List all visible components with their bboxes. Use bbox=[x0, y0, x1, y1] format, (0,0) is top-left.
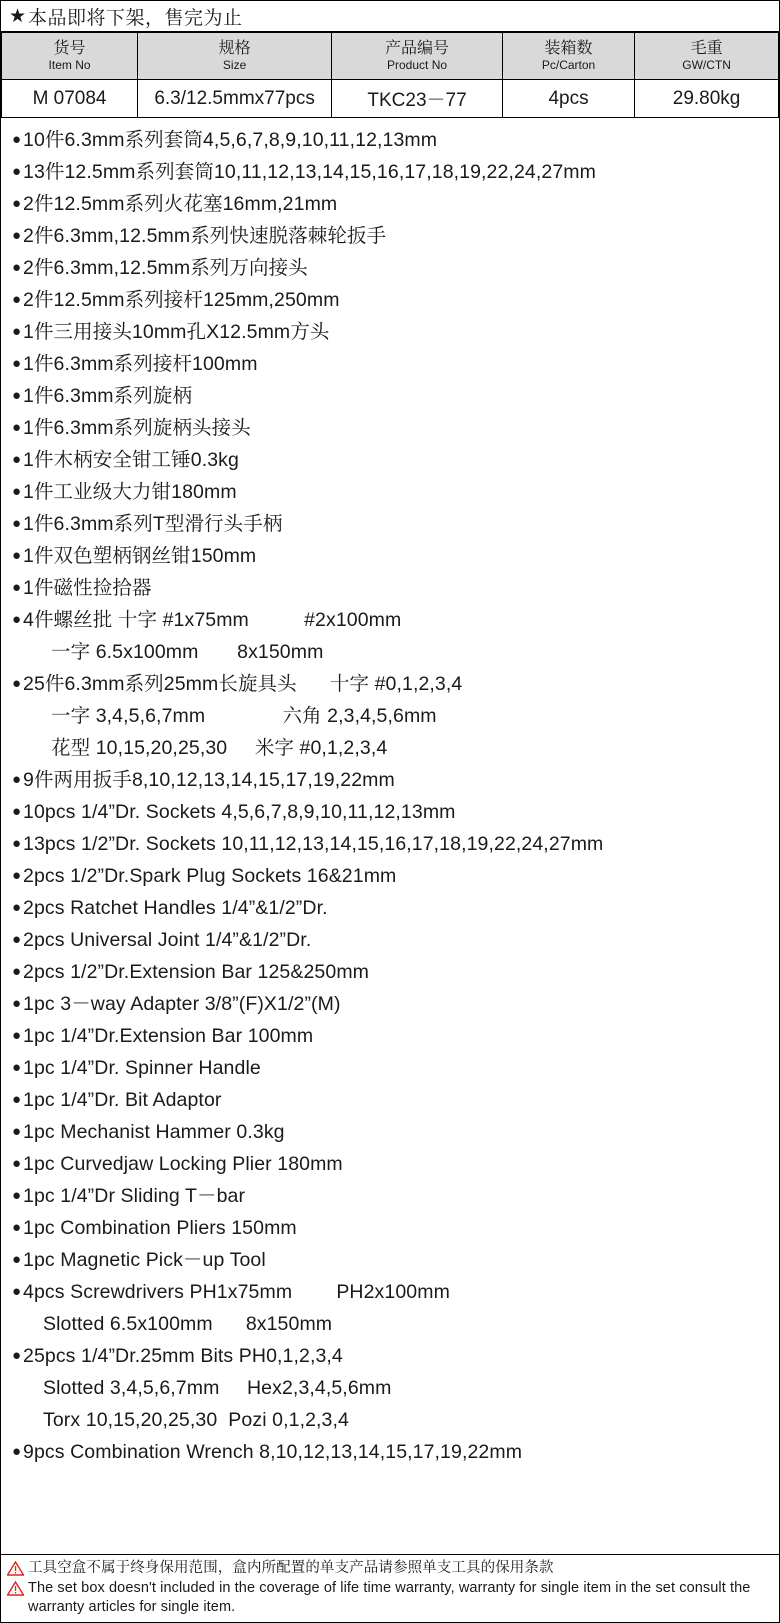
list-item bbox=[1, 412, 779, 444]
warning-triangle-icon bbox=[7, 1561, 24, 1576]
list-item-label: 1pc 1/4”Dr Sliding T－bar bbox=[23, 1185, 246, 1207]
bullet-icon: ● bbox=[11, 771, 21, 788]
list-item-label: 1pc Curvedjaw Locking Plier 180mm bbox=[23, 1153, 343, 1175]
bullet-icon: ● bbox=[11, 355, 21, 372]
list-item-label: 1件磁性捡拾器 bbox=[23, 577, 152, 599]
list-item-label: 花型 10,15,20,25,30 米字 #0,1,2,3,4 bbox=[51, 737, 388, 759]
list-item-label: Slotted 3,4,5,6,7mm Hex2,3,4,5,6mm bbox=[43, 1377, 392, 1399]
bullet-icon: ● bbox=[11, 195, 21, 212]
list-item-label: 9件两用扳手8,10,12,13,14,15,17,19,22mm bbox=[23, 769, 395, 791]
list-item-label: 10pcs 1/4”Dr. Sockets 4,5,6,7,8,9,10,11,12,13mm bbox=[23, 801, 456, 823]
header-size-en: Size bbox=[222, 58, 247, 72]
bullet-icon: ● bbox=[11, 323, 21, 340]
bullet-icon: ● bbox=[11, 1059, 21, 1076]
list-item bbox=[1, 1084, 779, 1116]
header-gw-ctn-en: GW/CTN bbox=[682, 58, 731, 72]
header-product-no-en: Product No bbox=[387, 58, 448, 72]
bullet-icon: ● bbox=[11, 483, 21, 500]
bullet-icon: ● bbox=[11, 163, 21, 180]
spec-table bbox=[1, 32, 779, 118]
list-item bbox=[1, 156, 779, 188]
warranty-line-cn bbox=[7, 1559, 773, 1578]
list-item-label: 13pcs 1/2”Dr. Sockets 10,11,12,13,14,15,16,17,18,19,22,24,27mm bbox=[23, 833, 604, 855]
bullet-spacer bbox=[1, 732, 23, 764]
list-item bbox=[1, 1276, 779, 1308]
bullet-icon: ● bbox=[11, 291, 21, 308]
bullet-icon: ● bbox=[11, 579, 21, 596]
bullet-icon: ● bbox=[11, 1251, 21, 1268]
list-item-label: 4pcs Screwdrivers PH1x75mm PH2x100mm bbox=[23, 1281, 450, 1303]
list-item-label: 1件6.3mm系列旋柄 bbox=[23, 385, 193, 407]
bullet-icon: ● bbox=[11, 1443, 21, 1460]
list-item bbox=[1, 220, 779, 252]
header-gw-ctn bbox=[635, 33, 779, 80]
star-icon: ★ bbox=[9, 5, 27, 27]
cell-pc-carton: 4pcs bbox=[502, 80, 634, 118]
list-item-label: 1件双色塑柄钢丝钳150mm bbox=[23, 545, 257, 567]
bullet-spacer bbox=[1, 700, 23, 732]
list-item-label: 1pc 1/4”Dr. Spinner Handle bbox=[23, 1057, 261, 1079]
list-item-label: 1件6.3mm系列旋柄头接头 bbox=[23, 417, 251, 439]
list-item-label: 1pc Magnetic Pick－up Tool bbox=[23, 1249, 266, 1271]
list-item-label: 1件工业级大力钳180mm bbox=[23, 481, 237, 503]
list-item bbox=[1, 700, 779, 732]
list-item-label: 2件12.5mm系列火花塞16mm,21mm bbox=[23, 193, 338, 215]
list-item bbox=[1, 604, 779, 636]
bullet-icon: ● bbox=[11, 611, 21, 628]
spec-table-header-row bbox=[2, 33, 779, 80]
list-item bbox=[1, 124, 779, 156]
list-item-label: 1pc Combination Pliers 150mm bbox=[23, 1217, 297, 1239]
list-item-label: 2pcs Ratchet Handles 1/4”&1/2”Dr. bbox=[23, 897, 328, 919]
list-item-label: Torx 10,15,20,25,30 Pozi 0,1,2,3,4 bbox=[43, 1409, 349, 1431]
list-item-label: 1件木柄安全钳工锤0.3kg bbox=[23, 449, 239, 471]
cell-size: 6.3/12.5mmx77pcs bbox=[138, 80, 332, 118]
bullet-icon: ● bbox=[11, 1123, 21, 1140]
bullet-icon: ● bbox=[11, 227, 21, 244]
bullet-icon: ● bbox=[11, 1155, 21, 1172]
list-item bbox=[1, 348, 779, 380]
bullet-icon: ● bbox=[11, 867, 21, 884]
list-item bbox=[1, 1244, 779, 1276]
warning-triangle-icon bbox=[7, 1581, 24, 1596]
list-item bbox=[1, 1020, 779, 1052]
header-pc-carton-cn: 装箱数 bbox=[544, 40, 593, 57]
list-item bbox=[1, 732, 779, 764]
table-row bbox=[2, 80, 779, 118]
list-item bbox=[1, 380, 779, 412]
list-item bbox=[1, 572, 779, 604]
list-item bbox=[1, 1372, 779, 1404]
list-item-label: 25件6.3mm系列25mm长旋具头 十字 #0,1,2,3,4 bbox=[23, 673, 463, 695]
discontinue-notice bbox=[1, 1, 779, 32]
cell-product-no: TKC23－77 bbox=[332, 80, 503, 118]
bullet-icon: ● bbox=[11, 803, 21, 820]
list-item bbox=[1, 828, 779, 860]
list-item bbox=[1, 956, 779, 988]
list-item bbox=[1, 1436, 779, 1468]
list-item bbox=[1, 1148, 779, 1180]
bullet-icon: ● bbox=[11, 899, 21, 916]
list-item bbox=[1, 1308, 779, 1340]
list-item bbox=[1, 1212, 779, 1244]
list-item bbox=[1, 924, 779, 956]
cell-gw-ctn: 29.80kg bbox=[635, 80, 779, 118]
bullet-icon: ● bbox=[11, 963, 21, 980]
header-pc-carton bbox=[502, 33, 634, 80]
header-item-no-en: Item No bbox=[48, 58, 91, 72]
warranty-footer bbox=[1, 1554, 779, 1622]
bullet-icon: ● bbox=[11, 387, 21, 404]
list-item-label: 一字 3,4,5,6,7mm 六角 2,3,4,5,6mm bbox=[51, 705, 437, 727]
bullet-icon: ● bbox=[11, 547, 21, 564]
list-item-label: 4件螺丝批 十字 #1x75mm #2x100mm bbox=[23, 609, 402, 631]
header-size bbox=[138, 33, 332, 80]
bullet-icon: ● bbox=[11, 1219, 21, 1236]
list-item bbox=[1, 476, 779, 508]
list-item bbox=[1, 1180, 779, 1212]
bullet-icon: ● bbox=[11, 131, 21, 148]
bullet-icon: ● bbox=[11, 995, 21, 1012]
list-item bbox=[1, 188, 779, 220]
list-item bbox=[1, 764, 779, 796]
bullet-icon: ● bbox=[11, 931, 21, 948]
bullet-spacer bbox=[1, 636, 23, 668]
list-item-label: 1pc 1/4”Dr.Extension Bar 100mm bbox=[23, 1025, 314, 1047]
header-item-no bbox=[2, 33, 138, 80]
list-item bbox=[1, 796, 779, 828]
bullet-icon: ● bbox=[11, 451, 21, 468]
list-item bbox=[1, 1116, 779, 1148]
list-item-label: 1pc 3－way Adapter 3/8”(F)X1/2”(M) bbox=[23, 993, 341, 1015]
list-item-label: 2pcs 1/2”Dr.Spark Plug Sockets 16&21mm bbox=[23, 865, 397, 887]
cell-item-no: M 07084 bbox=[2, 80, 138, 118]
header-product-no bbox=[332, 33, 503, 80]
list-item-label: 1pc 1/4”Dr. Bit Adaptor bbox=[23, 1089, 222, 1111]
list-item-label: 2pcs 1/2”Dr.Extension Bar 125&250mm bbox=[23, 961, 370, 983]
list-item-label: 13件12.5mm系列套筒10,11,12,13,14,15,16,17,18,19,22,24,27mm bbox=[23, 161, 596, 183]
list-item bbox=[1, 508, 779, 540]
list-item-label: 2pcs Universal Joint 1/4”&1/2”Dr. bbox=[23, 929, 312, 951]
bullet-icon: ● bbox=[11, 515, 21, 532]
bullet-icon: ● bbox=[11, 1091, 21, 1108]
warranty-text-cn: 工具空盒不属于终身保用范围，盒内所配置的单支产品请参照单支工具的保用条款 bbox=[28, 1560, 554, 1576]
bullet-icon: ● bbox=[11, 1283, 21, 1300]
list-item bbox=[1, 540, 779, 572]
list-item bbox=[1, 636, 779, 668]
header-gw-ctn-cn: 毛重 bbox=[690, 40, 723, 57]
list-item-label: 1件三用接头10mm孔X12.5mm方头 bbox=[23, 321, 330, 343]
bullet-icon: ● bbox=[11, 419, 21, 436]
list-item bbox=[1, 1052, 779, 1084]
list-item-label: 1件6.3mm系列接杆100mm bbox=[23, 353, 258, 375]
list-item bbox=[1, 988, 779, 1020]
list-item bbox=[1, 444, 779, 476]
list-item-label: 2件6.3mm,12.5mm系列万向接头 bbox=[23, 257, 308, 279]
list-item-label: Slotted 6.5x100mm 8x150mm bbox=[43, 1313, 333, 1335]
list-item bbox=[1, 1404, 779, 1436]
header-item-no-cn: 货号 bbox=[53, 40, 86, 57]
bullet-icon: ● bbox=[11, 259, 21, 276]
bullet-spacer bbox=[1, 1308, 23, 1340]
header-pc-carton-en: Pc/Carton bbox=[541, 58, 596, 72]
warranty-text-en: The set box doesn't included in the coverage of life time warranty, warranty for single item in the set consult the warranty articles for single item. bbox=[28, 1580, 751, 1615]
contents-list bbox=[1, 118, 779, 1468]
bullet-icon: ● bbox=[11, 1187, 21, 1204]
list-item bbox=[1, 1340, 779, 1372]
list-item-label: 一字 6.5x100mm 8x150mm bbox=[51, 641, 324, 663]
bullet-spacer bbox=[1, 1372, 23, 1404]
bullet-spacer bbox=[1, 1404, 23, 1436]
warranty-line-en bbox=[7, 1579, 773, 1617]
bullet-icon: ● bbox=[11, 1027, 21, 1044]
header-size-cn: 规格 bbox=[218, 40, 251, 57]
list-item bbox=[1, 892, 779, 924]
list-item-label: 1件6.3mm系列T型滑行头手柄 bbox=[23, 513, 283, 535]
list-item-label: 2件12.5mm系列接杆125mm,250mm bbox=[23, 289, 340, 311]
bullet-icon: ● bbox=[11, 835, 21, 852]
list-item bbox=[1, 252, 779, 284]
list-item-label: 10件6.3mm系列套筒4,5,6,7,8,9,10,11,12,13mm bbox=[23, 129, 438, 151]
bullet-icon: ● bbox=[11, 1347, 21, 1364]
list-item bbox=[1, 668, 779, 700]
list-item-label: 25pcs 1/4”Dr.25mm Bits PH0,1,2,3,4 bbox=[23, 1345, 343, 1367]
bullet-icon: ● bbox=[11, 675, 21, 692]
list-item bbox=[1, 860, 779, 892]
discontinue-notice-text: 本品即将下架，售完为止 bbox=[28, 7, 243, 29]
list-item-label: 2件6.3mm,12.5mm系列快速脱落棘轮扳手 bbox=[23, 225, 387, 247]
list-item bbox=[1, 316, 779, 348]
list-item bbox=[1, 284, 779, 316]
header-product-no-cn: 产品编号 bbox=[385, 40, 450, 57]
list-item-label: 1pc Mechanist Hammer 0.3kg bbox=[23, 1121, 285, 1143]
list-item-label: 9pcs Combination Wrench 8,10,12,13,14,15,17,19,22mm bbox=[23, 1441, 523, 1463]
